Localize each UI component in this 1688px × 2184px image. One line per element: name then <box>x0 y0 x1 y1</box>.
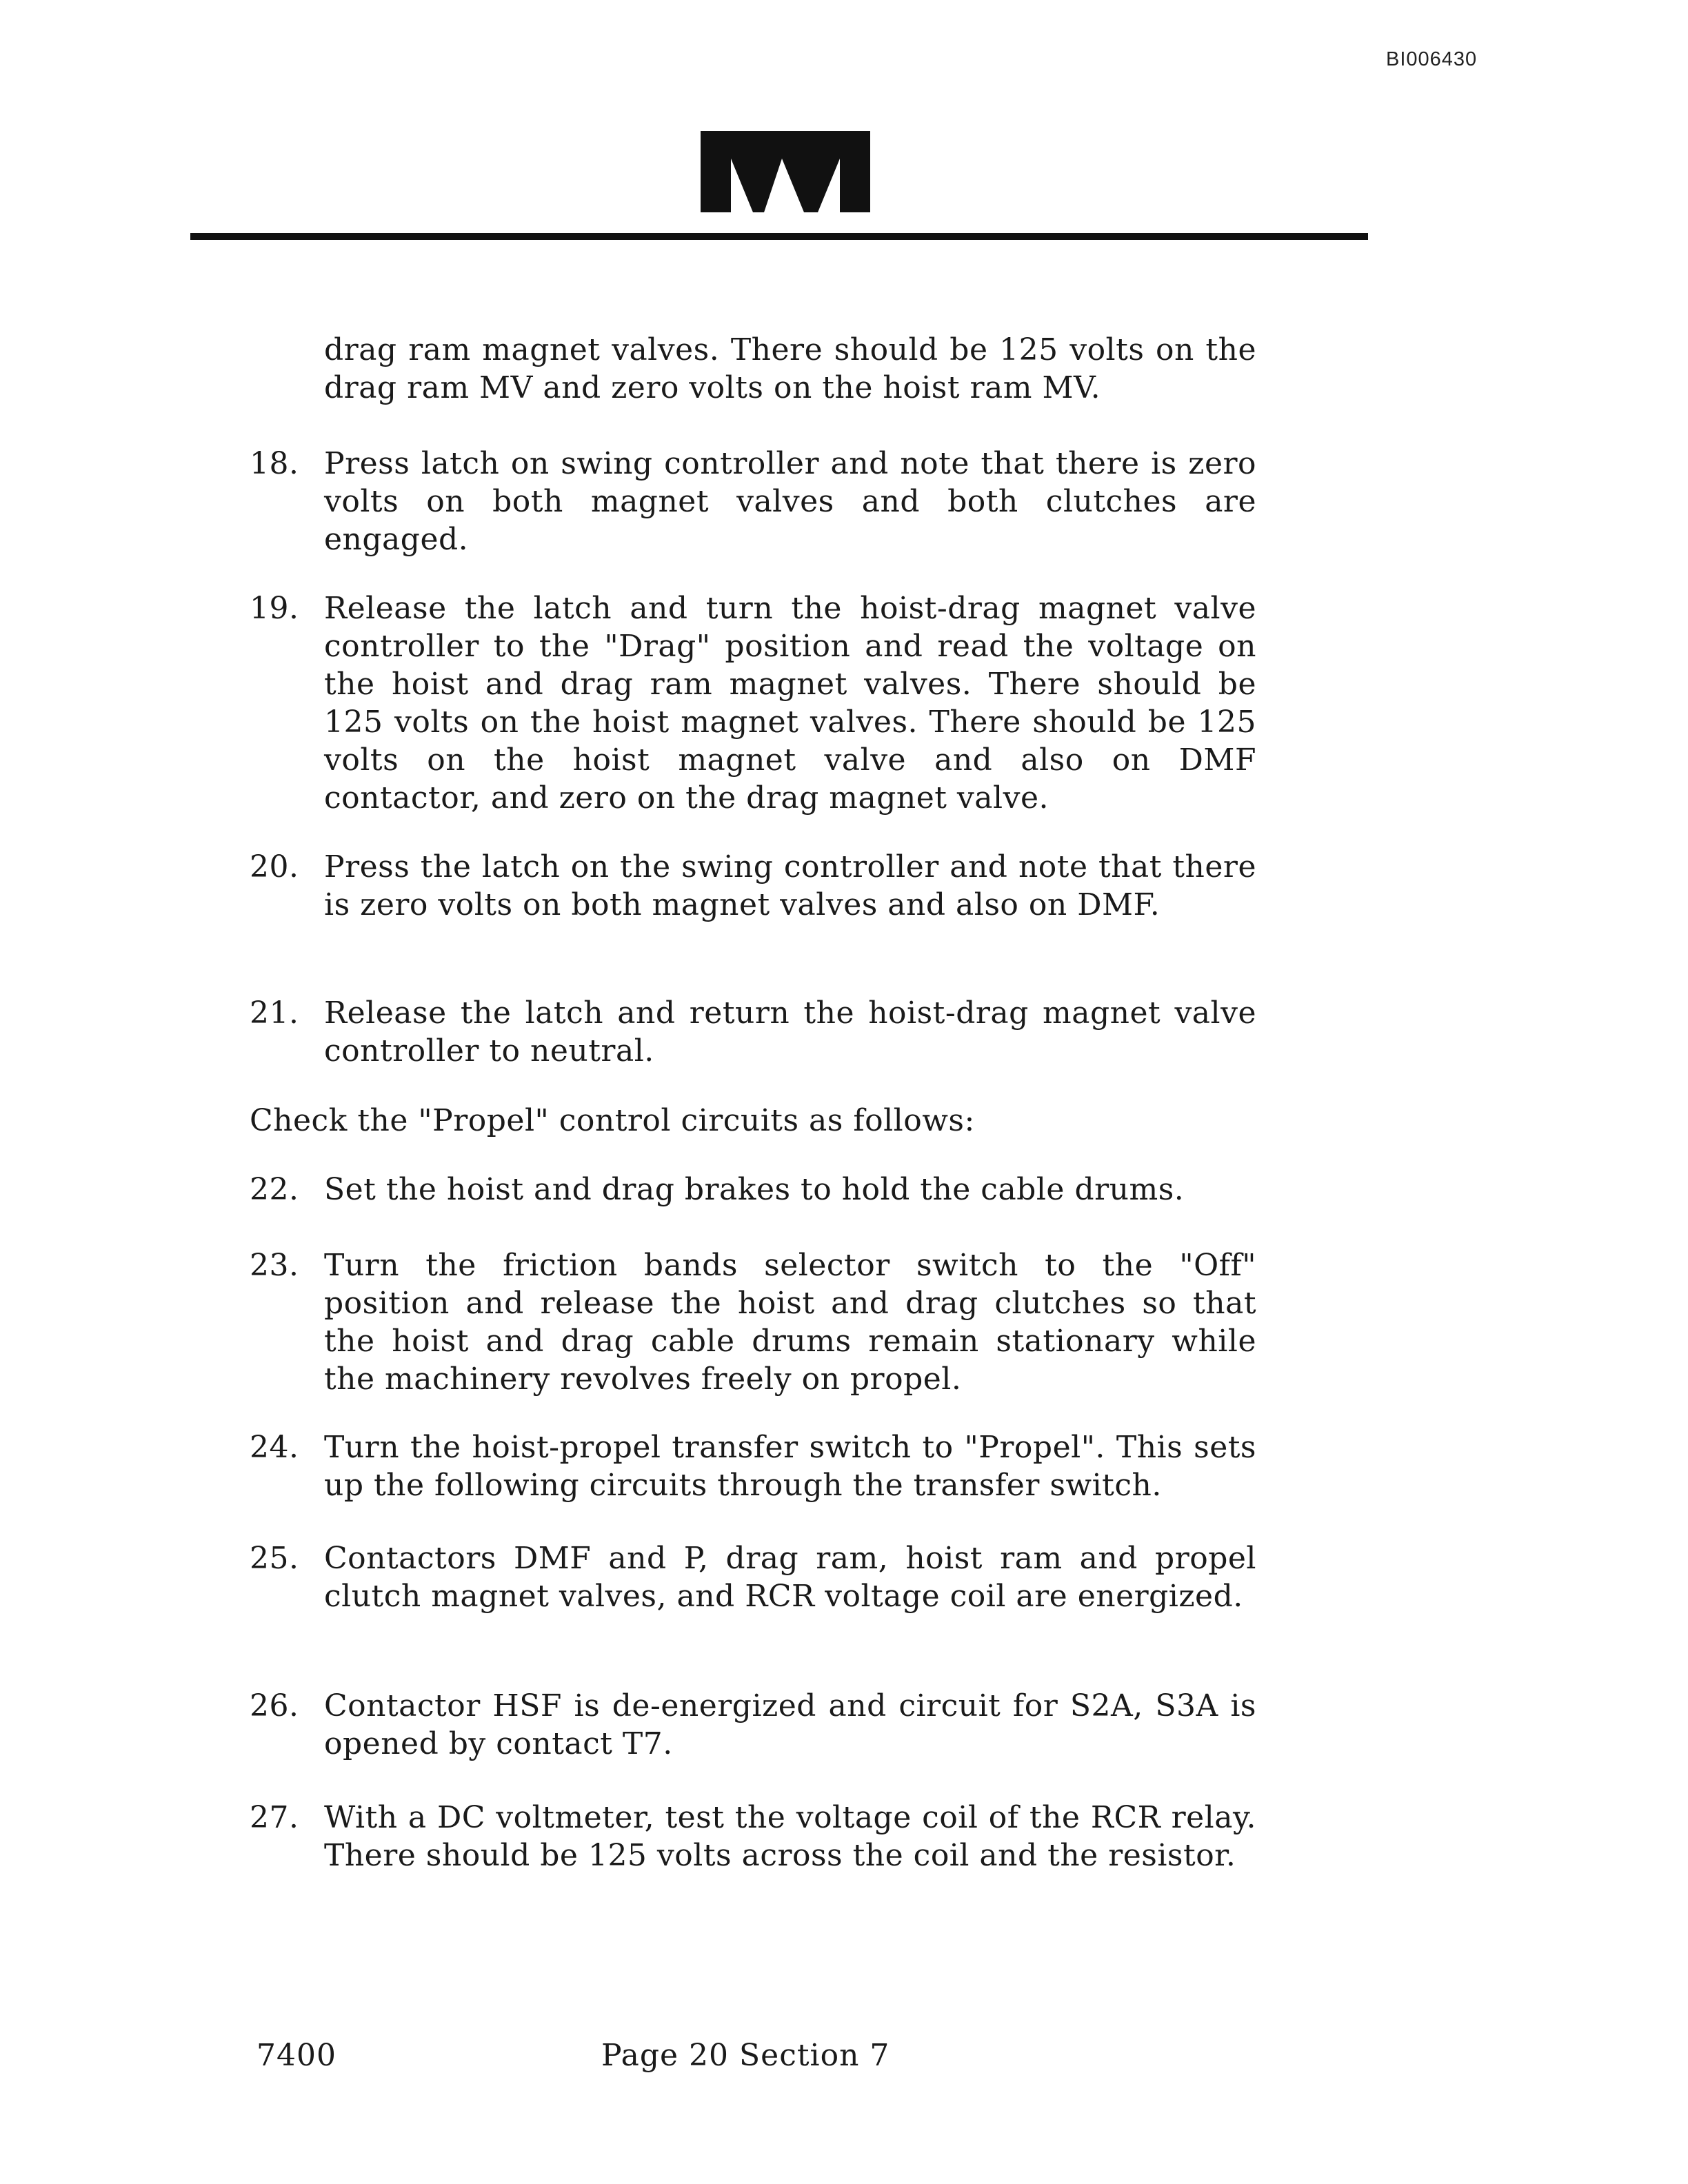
document-id: BI006430 <box>1386 48 1478 70</box>
item-number: 20. <box>250 849 299 884</box>
section-intro: Check the "Propel" control circuits as follows: <box>250 1103 975 1138</box>
item-number: 27. <box>250 1800 299 1835</box>
header-rule <box>190 233 1368 240</box>
item-number: 24. <box>250 1430 299 1465</box>
company-logo <box>701 131 870 212</box>
item-text: Set the hoist and drag brakes to hold the cable drums. <box>324 1172 1185 1207</box>
intro-paragraph: drag ram magnet valves. There should be 125 volts on the drag ram MV and zero volts on the hoist ram MV. <box>324 332 1256 405</box>
item-number: 22. <box>250 1172 299 1207</box>
item-number: 26. <box>250 1688 299 1723</box>
item-number: 21. <box>250 995 299 1031</box>
item-text: Release the latch and turn the hoist-drag magnet valve controller to the "Drag" position and read the voltage on the hoist and drag ram magnet valves. There should be 125 volts on the hoist magnet valves. There should be 125 volts on the hoist magnet valve and also on DMF contactor, and zero on the drag magnet valve. <box>324 591 1256 816</box>
item-number: 18. <box>250 446 299 481</box>
item-text: Press the latch on the swing controller and note that there is zero volts on both magnet valves and also on DMF. <box>324 849 1256 922</box>
item-number: 19. <box>250 591 299 626</box>
item-number: 23. <box>250 1248 299 1283</box>
item-text: Turn the friction bands selector switch to the "Off" position and release the hoist and drag clutches so that the hoist and drag cable drums remain stationary while the machinery revolves freely on propel. <box>324 1248 1256 1397</box>
footer-page-label: Page 20 Section 7 <box>601 2038 890 2073</box>
item-text: Contactors DMF and P, drag ram, hoist ram and propel clutch magnet valves, and RCR voltage coil are energized. <box>324 1541 1256 1614</box>
item-number: 25. <box>250 1541 299 1576</box>
item-text: Turn the hoist-propel transfer switch to "Propel". This sets up the following circuits through the transfer switch. <box>324 1430 1256 1503</box>
item-text: Release the latch and return the hoist-drag magnet valve controller to neutral. <box>324 995 1256 1069</box>
footer-doc-number: 7400 <box>257 2038 336 2073</box>
item-text: Contactor HSF is de-energized and circuit for S2A, S3A is opened by contact T7. <box>324 1688 1256 1761</box>
item-text: Press latch on swing controller and note that there is zero volts on both magnet valves and both clutches are engaged. <box>324 446 1256 557</box>
item-text: With a DC voltmeter, test the voltage coil of the RCR relay. There should be 125 volts across the coil and the resistor. <box>324 1800 1256 1873</box>
